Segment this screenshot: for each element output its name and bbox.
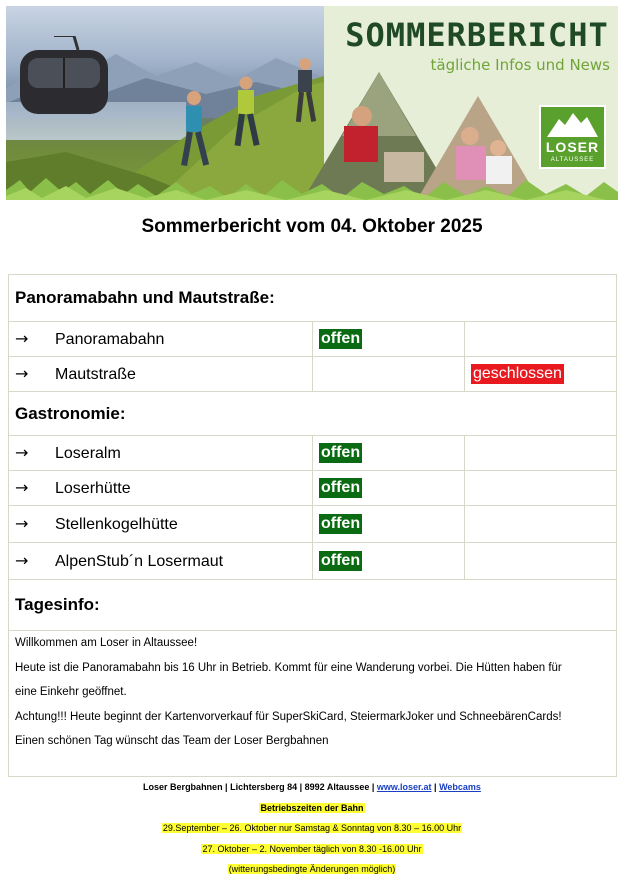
website-link[interactable]: www.loser.at xyxy=(376,782,432,792)
status-badge-open: offen xyxy=(321,515,361,532)
section-row xyxy=(9,275,617,322)
open-cell xyxy=(313,357,465,392)
hours-line-1 xyxy=(0,818,624,839)
info-line: eine Einkehr geöffnet. xyxy=(15,686,127,698)
report-title: Sommerbericht vom 04. Oktober 2025 xyxy=(141,216,483,237)
hours-note: (witterungsbedingte Änderungen möglich) xyxy=(228,864,396,874)
status-badge-open: offen xyxy=(321,479,361,496)
open-cell xyxy=(313,436,465,471)
arrow-icon: → xyxy=(15,478,29,497)
header-banner xyxy=(6,6,618,200)
facility-cell xyxy=(9,322,313,357)
facility-name: Mautstraße xyxy=(55,366,136,383)
hours-line-2 xyxy=(0,839,624,860)
closed-cell xyxy=(465,436,617,471)
footer xyxy=(0,777,624,880)
hours-title-line xyxy=(0,798,624,819)
loser-logo xyxy=(539,105,606,169)
facility-name: Panoramabahn xyxy=(55,331,165,348)
hikers-photo xyxy=(6,6,324,200)
facility-name: AlpenStub´n Losermaut xyxy=(55,553,224,570)
hours-note-line xyxy=(0,859,624,880)
status-badge-open: offen xyxy=(321,330,361,347)
hours-title: Betriebszeiten der Bahn xyxy=(260,802,364,813)
hiker-icon xyxy=(174,88,214,178)
arrow-icon: → xyxy=(15,551,29,570)
arrow-icon: → xyxy=(15,364,29,383)
open-cell xyxy=(313,506,465,543)
table-row xyxy=(9,543,617,580)
logo-text: LOSER xyxy=(545,139,600,155)
daily-info-text xyxy=(9,631,617,777)
mountain-logo-icon xyxy=(547,111,598,137)
info-row xyxy=(9,631,617,777)
info-line: Achtung!!! Heute beginnt der Kartenvorverkauf für SuperSkiCard, SteiermarkJoker und SchneebärenCards! xyxy=(15,710,562,723)
section-heading-gastro: Gastronomie: xyxy=(9,392,617,436)
hiker-icon xyxy=(228,74,264,158)
section-heading-lifts: Panoramabahn und Mautstraße: xyxy=(9,275,617,322)
gondola-icon xyxy=(14,36,114,118)
facility-cell xyxy=(9,436,313,471)
open-cell xyxy=(313,543,465,580)
status-badge-open: offen xyxy=(321,552,361,569)
closed-cell xyxy=(465,506,617,543)
facility-name: Loseralm xyxy=(55,445,121,462)
footer-address: Loser Bergbahnen | Lichtersberg 84 | 8992 Altaussee | xyxy=(143,782,377,792)
grass-border xyxy=(6,176,618,200)
open-cell xyxy=(313,471,465,506)
banner-subtitle: tägliche Infos und News xyxy=(430,56,610,74)
closed-cell xyxy=(465,471,617,506)
open-cell xyxy=(313,322,465,357)
facility-cell xyxy=(9,471,313,506)
facility-name: Stellenkogelhütte xyxy=(55,516,178,533)
arrow-icon: → xyxy=(15,514,29,533)
facility-name: Loserhütte xyxy=(55,480,131,497)
table-row xyxy=(9,436,617,471)
hours-text-2: 27. Oktober – 2. November täglich von 8.30 -16.00 Uhr xyxy=(202,843,422,854)
table-row xyxy=(9,471,617,506)
closed-cell xyxy=(465,357,617,392)
info-line: Heute ist die Panoramabahn bis 16 Uhr in Betrieb. Kommt für eine Wanderung vorbei. Die Hütten haben für xyxy=(15,661,562,674)
closed-cell xyxy=(465,322,617,357)
closed-cell xyxy=(465,543,617,580)
banner-title: SOMMERBERICHT xyxy=(345,16,609,54)
hours-text-1: 29.September – 26. Oktober nur Samstag & Sonntag von 8.30 – 16.00 Uhr xyxy=(162,823,462,833)
arrow-icon: → xyxy=(15,443,29,462)
section-heading-info: Tagesinfo: xyxy=(9,580,617,631)
footer-separator: | xyxy=(431,782,440,792)
logo-subtext: ALTAUSSEE xyxy=(550,157,595,163)
table-row xyxy=(9,322,617,357)
section-row xyxy=(9,392,617,436)
table-row xyxy=(9,506,617,543)
status-table xyxy=(8,274,617,777)
info-line: Einen schönen Tag wünscht das Team der Loser Bergbahnen xyxy=(15,735,329,747)
table-row xyxy=(9,357,617,392)
arrow-icon: → xyxy=(15,329,29,348)
status-badge-open: offen xyxy=(321,444,361,461)
footer-address-line xyxy=(0,777,624,798)
facility-cell xyxy=(9,543,313,580)
facility-cell xyxy=(9,506,313,543)
status-badge-closed: geschlossen xyxy=(473,365,562,382)
info-line: Willkommen am Loser in Altaussee! xyxy=(15,637,198,649)
facility-cell xyxy=(9,357,313,392)
section-row xyxy=(9,580,617,631)
webcams-link[interactable]: Webcams xyxy=(439,782,481,792)
